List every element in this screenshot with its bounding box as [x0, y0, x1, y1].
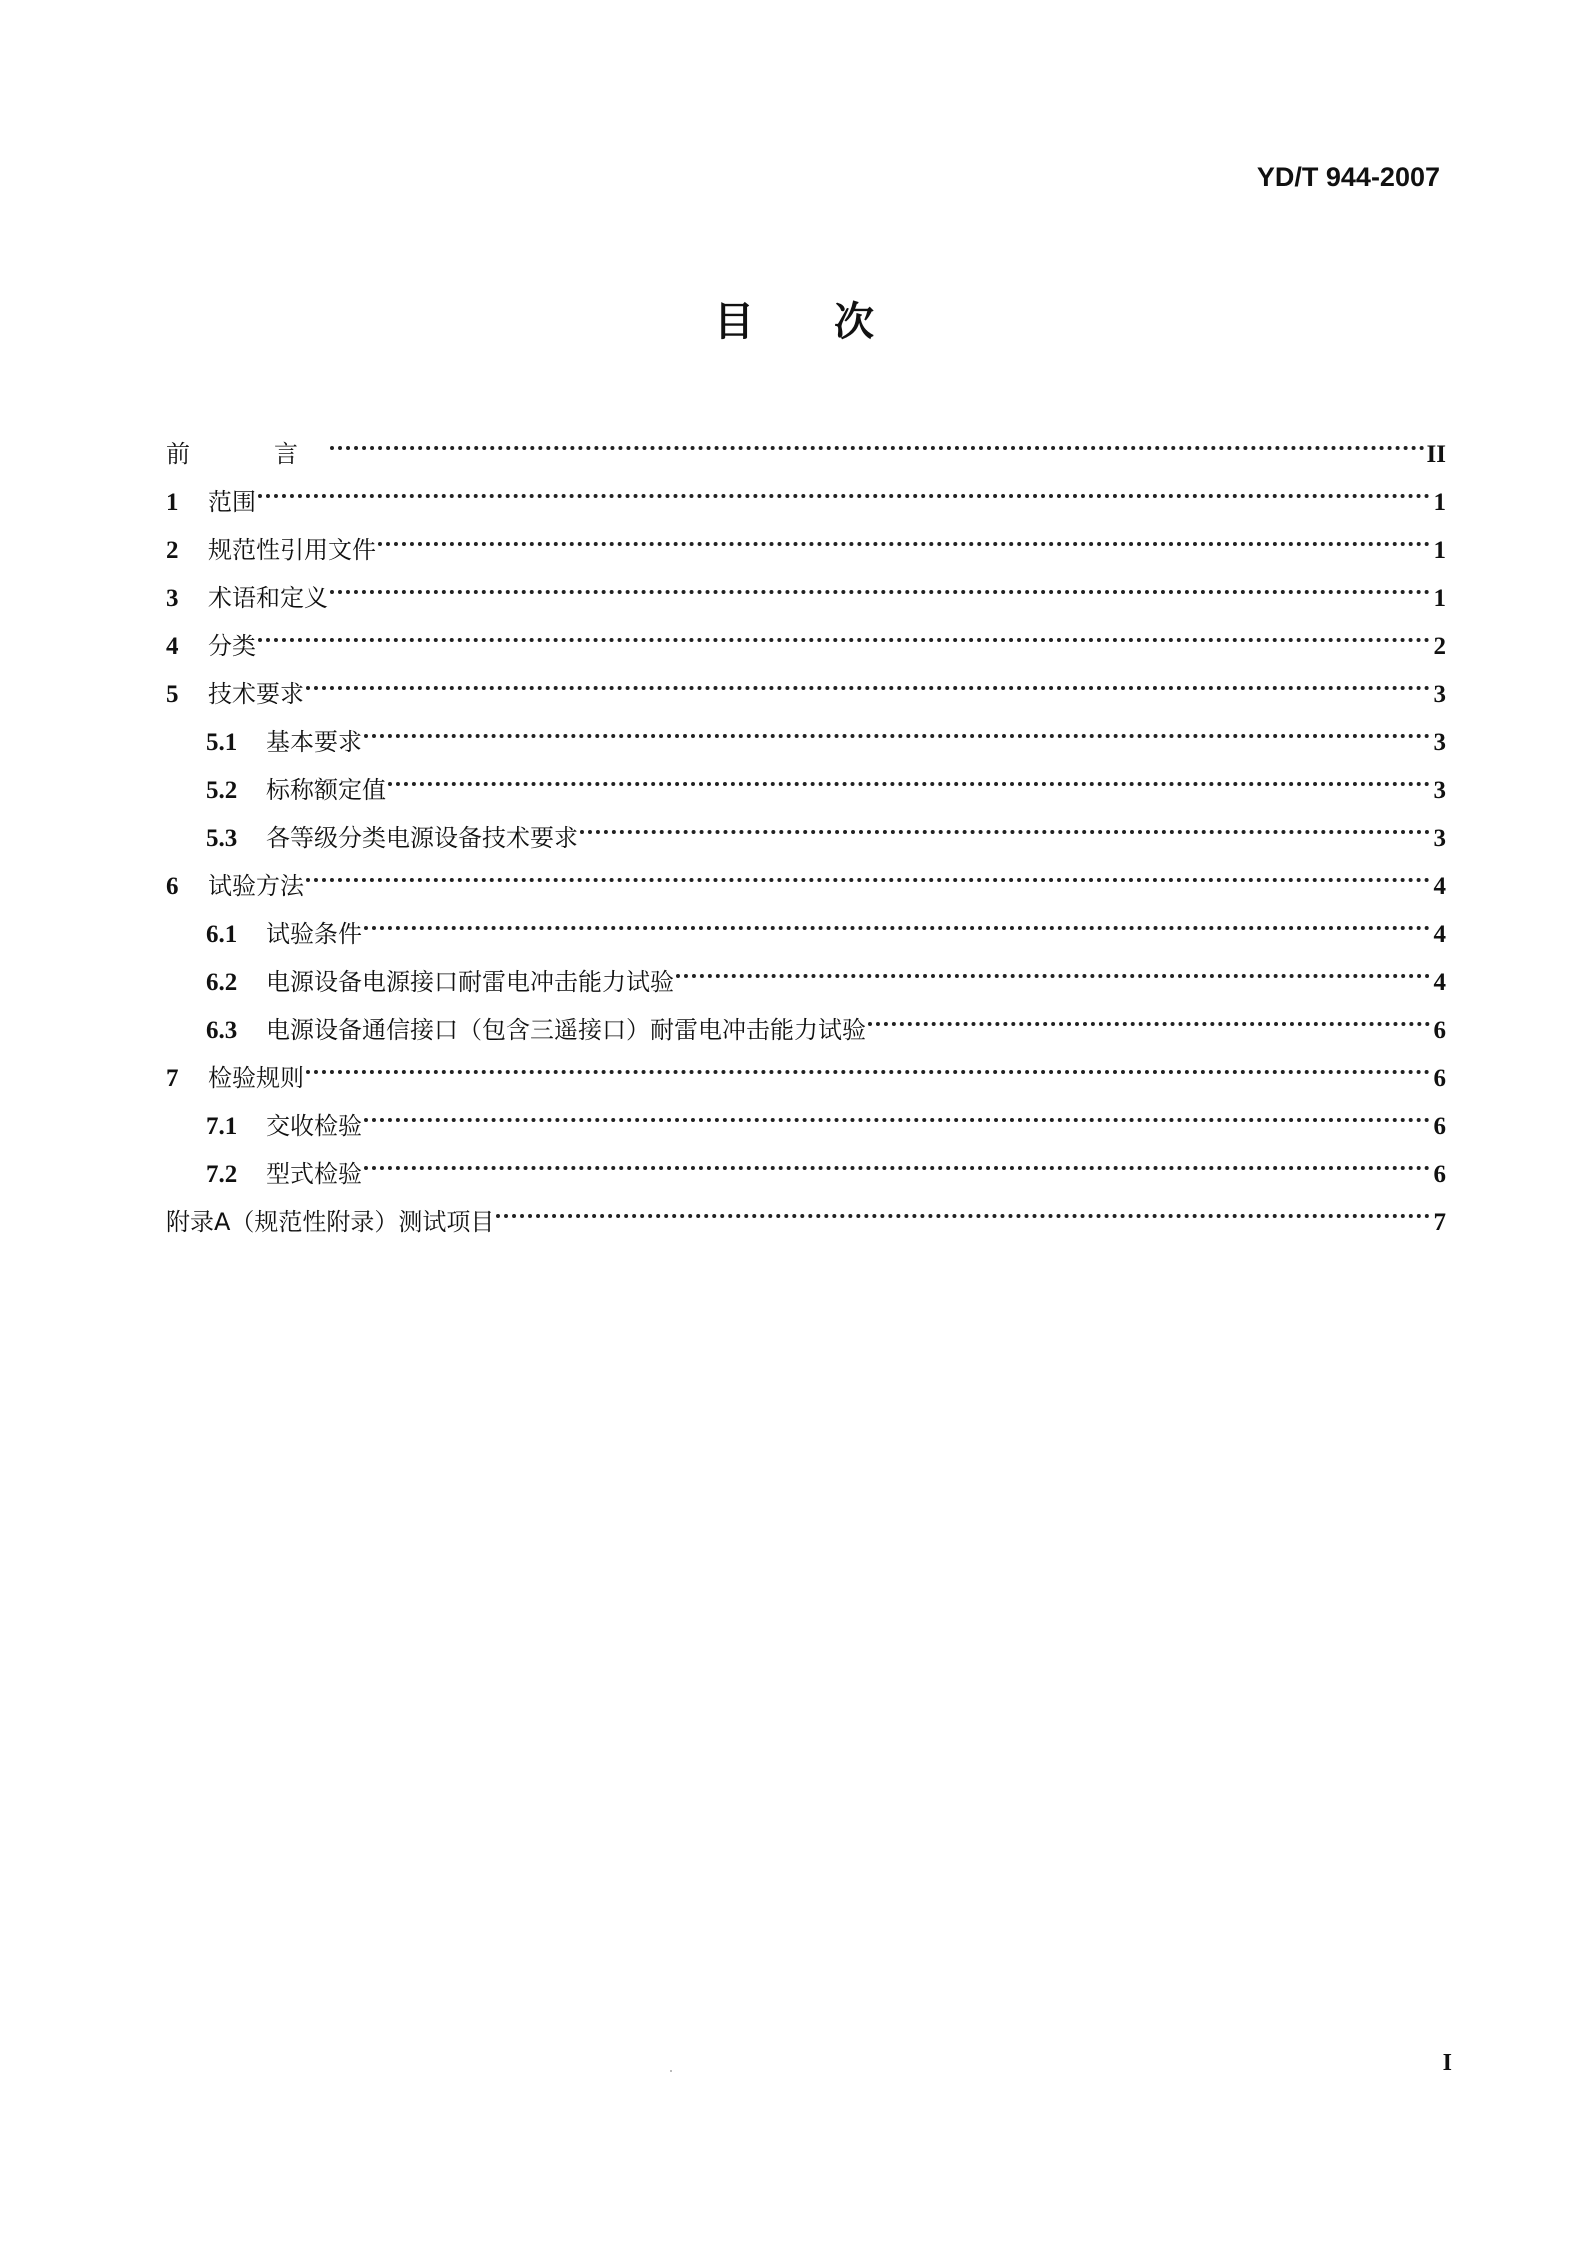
- toc-page: 1: [1433, 489, 1446, 516]
- toc-page: 4: [1433, 969, 1446, 996]
- toc-page: 3: [1433, 729, 1446, 756]
- scan-speck: [670, 2070, 672, 2072]
- toc-number: 6.2: [206, 969, 238, 996]
- toc-entry-5-2[interactable]: [166, 766, 1446, 814]
- toc-number: 5.1: [206, 729, 238, 756]
- toc-number: 5: [166, 681, 179, 708]
- toc-number: 3: [166, 585, 179, 612]
- toc-page: 6: [1433, 1161, 1446, 1188]
- toc-leader-dots: [868, 1022, 1430, 1026]
- toc-label: 术语和定义: [208, 584, 328, 612]
- toc-page: 2: [1433, 633, 1446, 660]
- page-title: [0, 290, 1588, 347]
- toc-label: 附录A（规范性附录）测试项目: [166, 1208, 495, 1236]
- toc-number: 6.1: [206, 921, 238, 948]
- toc-leader-dots: [258, 638, 1430, 642]
- toc-number: 5.2: [206, 777, 238, 804]
- toc-leader-dots: [580, 830, 1430, 834]
- toc-label: 分类: [208, 632, 256, 660]
- toc-entry-5[interactable]: [166, 670, 1446, 718]
- toc-leader-dots: [306, 686, 1430, 690]
- toc-page: 6: [1433, 1017, 1446, 1044]
- toc-entry-4[interactable]: [166, 622, 1446, 670]
- toc-entry-6-2[interactable]: [166, 958, 1446, 1006]
- toc-page: 3: [1433, 825, 1446, 852]
- toc-entry-foreword[interactable]: [166, 430, 1446, 478]
- toc-page: 1: [1433, 537, 1446, 564]
- toc-entry-7-1[interactable]: [166, 1102, 1446, 1150]
- toc-number: 7: [166, 1065, 179, 1092]
- toc-label: 试验条件: [266, 920, 362, 948]
- toc-entry-1[interactable]: [166, 478, 1446, 526]
- toc-page: II: [1426, 441, 1446, 468]
- toc-number: 7.2: [206, 1161, 238, 1188]
- toc-page: 4: [1433, 873, 1446, 900]
- toc-leader-dots: [364, 1166, 1430, 1170]
- toc-entry-5-3[interactable]: [166, 814, 1446, 862]
- toc-entry-appendix-a[interactable]: [166, 1198, 1446, 1246]
- table-of-contents: [166, 430, 1446, 1246]
- toc-leader-dots: [676, 974, 1430, 978]
- toc-entry-3[interactable]: [166, 574, 1446, 622]
- toc-leader-dots: [364, 926, 1430, 930]
- toc-leader-dots: [364, 734, 1430, 738]
- toc-number: 5.3: [206, 825, 238, 852]
- toc-label: 试验方法: [208, 872, 304, 900]
- toc-entry-2[interactable]: [166, 526, 1446, 574]
- toc-page: 3: [1433, 681, 1446, 708]
- toc-leader-dots: [364, 1118, 1430, 1122]
- toc-page: 6: [1433, 1113, 1446, 1140]
- toc-leader-dots: [378, 542, 1430, 546]
- toc-leader-dots: [306, 878, 1430, 882]
- toc-label: 电源设备通信接口（包含三遥接口）耐雷电冲击能力试验: [266, 1016, 866, 1044]
- toc-label: 型式检验: [266, 1160, 362, 1188]
- title-char-1: 目: [714, 299, 754, 345]
- toc-label: 范围: [208, 488, 256, 516]
- toc-leader-dots: [330, 590, 1430, 594]
- toc-entry-5-1[interactable]: [166, 718, 1446, 766]
- toc-leader-dots: [306, 1070, 1430, 1074]
- document-code: YD/T 944-2007: [1256, 162, 1440, 192]
- toc-label: 检验规则: [208, 1064, 304, 1092]
- toc-number: 6.3: [206, 1017, 238, 1044]
- toc-page: 3: [1433, 777, 1446, 804]
- toc-number: 7.1: [206, 1113, 238, 1140]
- toc-label: 技术要求: [208, 680, 304, 708]
- toc-number: 6: [166, 873, 179, 900]
- toc-leader-dots: [496, 1214, 1430, 1218]
- toc-entry-6-1[interactable]: [166, 910, 1446, 958]
- toc-page: 6: [1433, 1065, 1446, 1092]
- toc-number: 4: [166, 633, 179, 660]
- toc-number: 1: [166, 489, 179, 516]
- toc-leader-dots: [330, 446, 1425, 450]
- toc-entry-7[interactable]: [166, 1054, 1446, 1102]
- toc-label: 交收检验: [266, 1112, 362, 1140]
- toc-entry-6-3[interactable]: [166, 1006, 1446, 1054]
- toc-label: 标称额定值: [266, 776, 386, 804]
- toc-label: 各等级分类电源设备技术要求: [266, 824, 578, 852]
- toc-entry-7-2[interactable]: [166, 1150, 1446, 1198]
- toc-page: 4: [1433, 921, 1446, 948]
- toc-number: 2: [166, 537, 179, 564]
- toc-leader-dots: [258, 494, 1430, 498]
- toc-label: 基本要求: [266, 728, 362, 756]
- toc-page: 1: [1433, 585, 1446, 612]
- toc-page: 7: [1433, 1209, 1446, 1236]
- toc-label: 电源设备电源接口耐雷电冲击能力试验: [266, 968, 674, 996]
- toc-label: 前 言: [166, 440, 328, 468]
- page-number: I: [1442, 2050, 1452, 2076]
- toc-entry-6[interactable]: [166, 862, 1446, 910]
- toc-label: 规范性引用文件: [208, 536, 376, 564]
- title-char-2: 次: [834, 299, 874, 345]
- toc-leader-dots: [388, 782, 1430, 786]
